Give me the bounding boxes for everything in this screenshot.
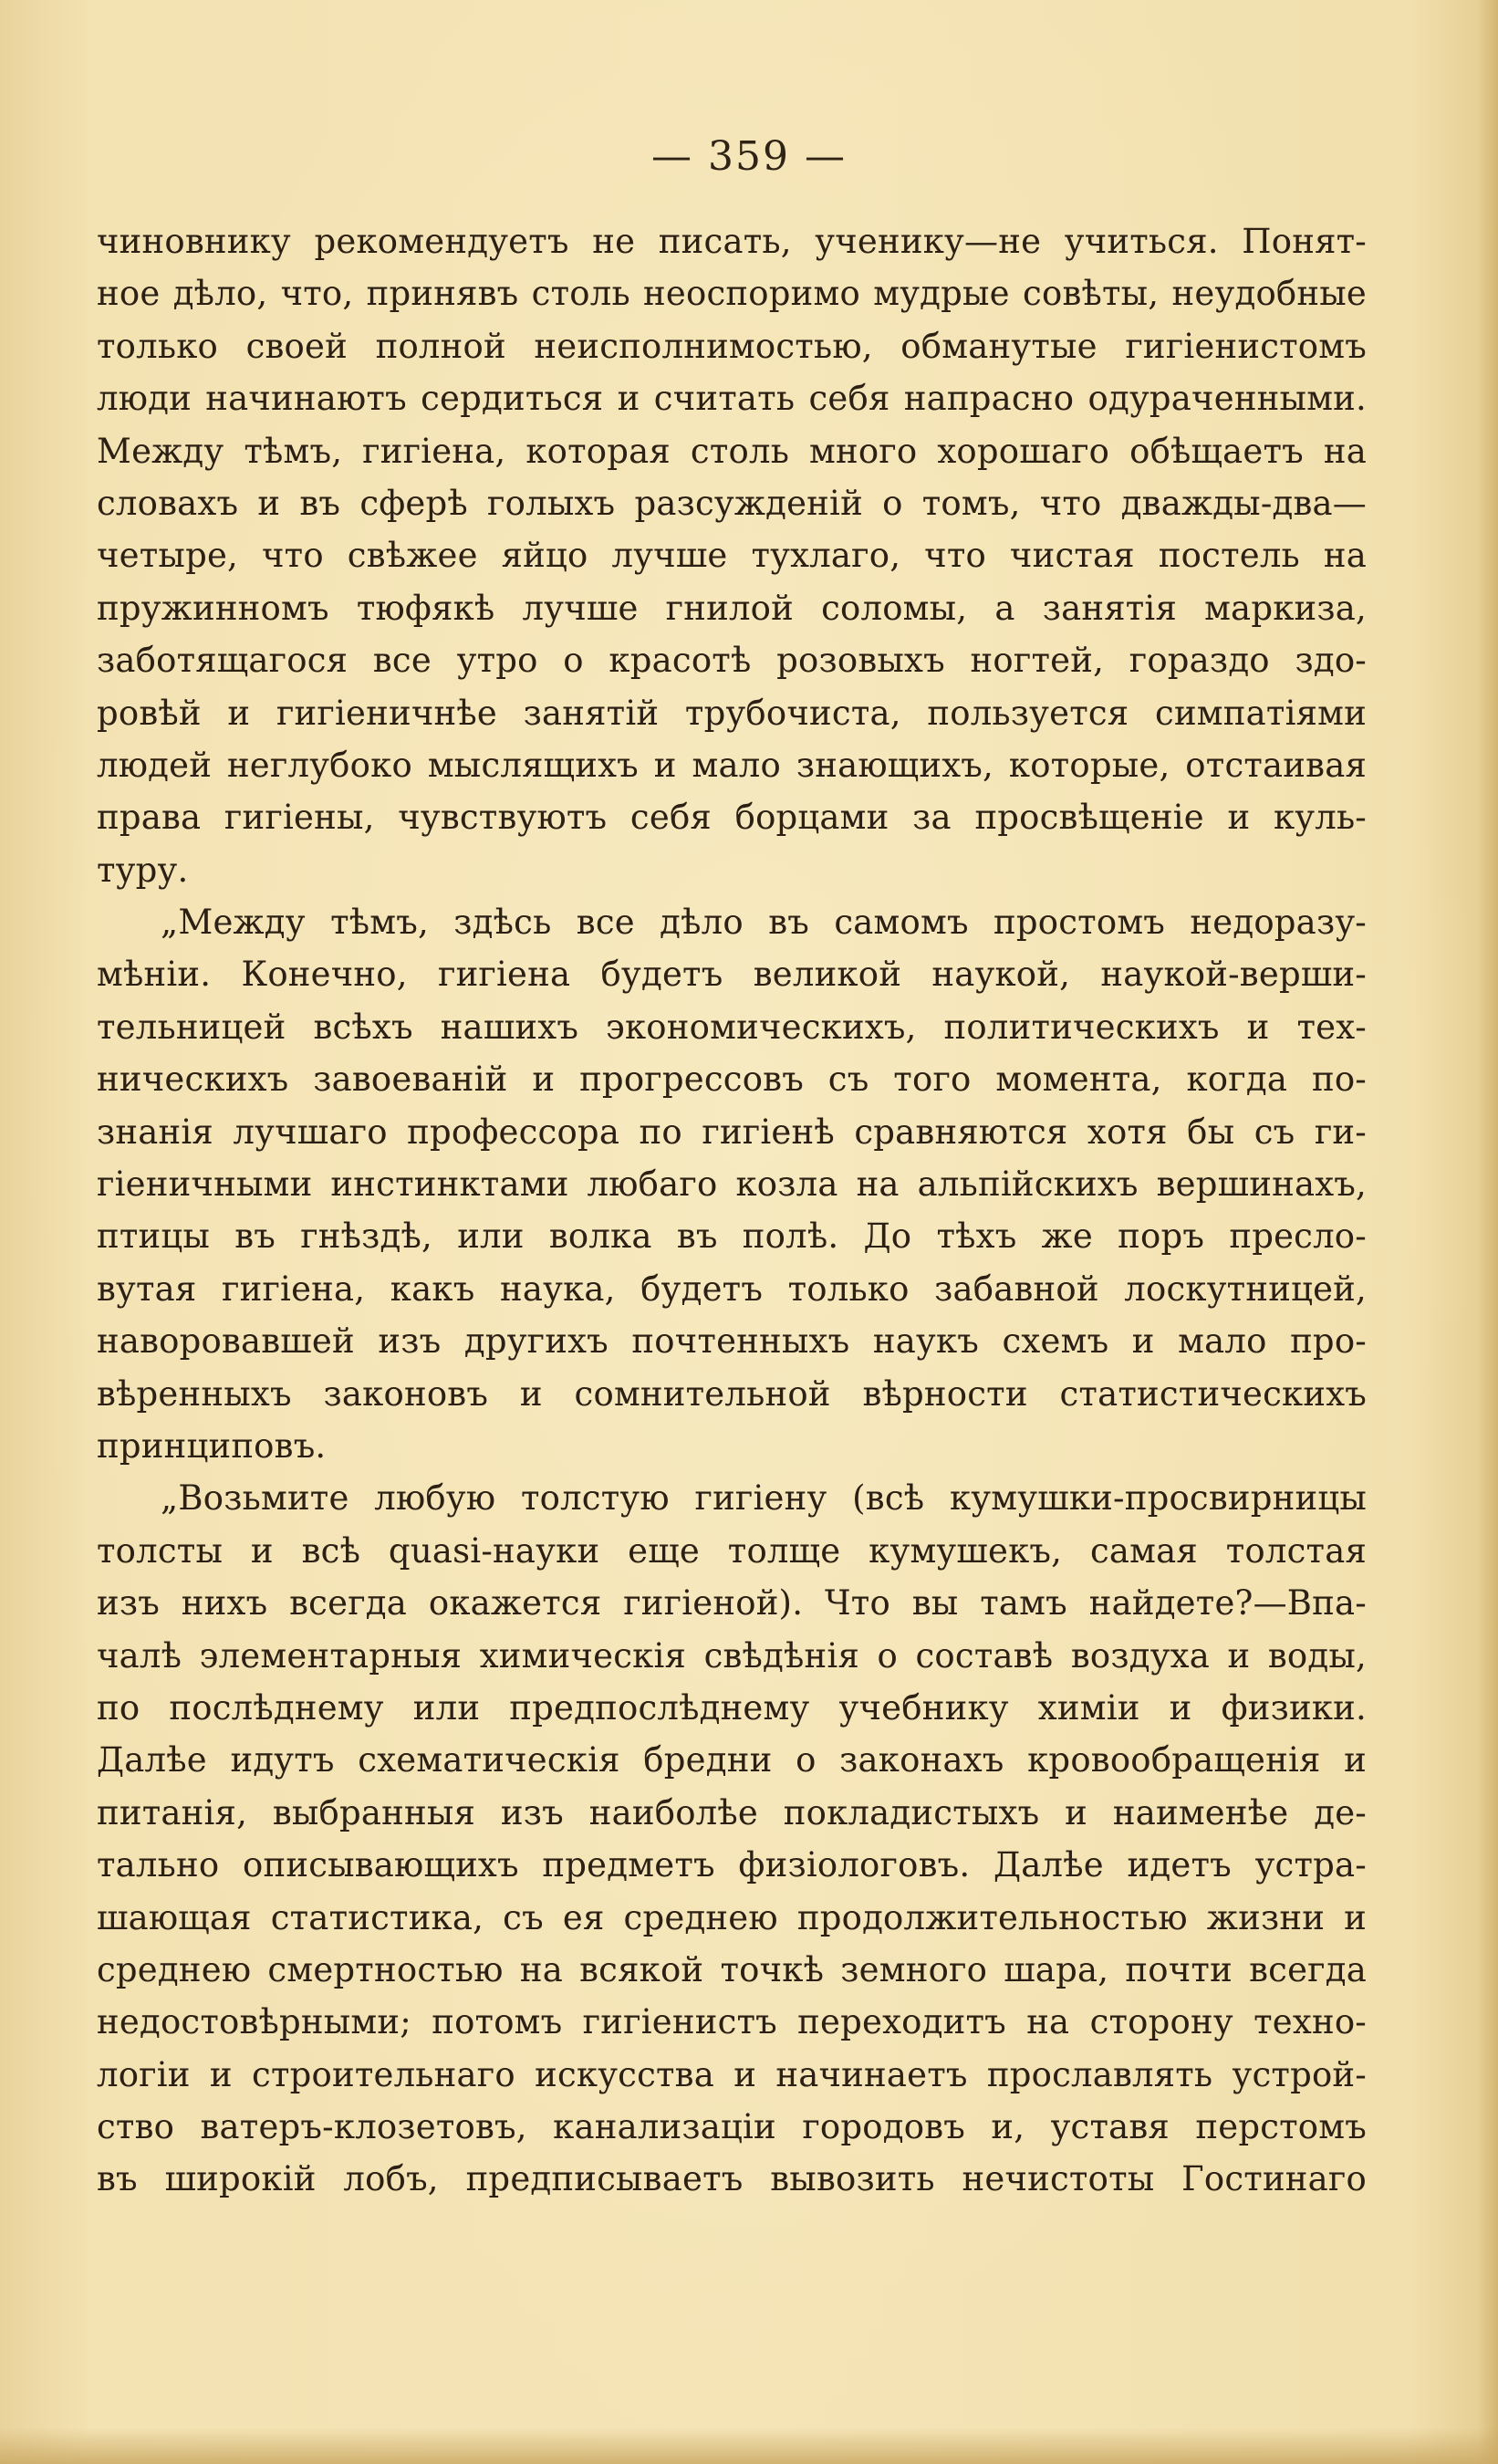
text-line: людей неглубоко мыслящихъ и мало знающихъ, которые, отстаивая xyxy=(97,745,1367,785)
text-line: ство ватеръ-клозетовъ, канализаціи городовъ и, уставя перстомъ xyxy=(97,2107,1367,2147)
text-line: ное дѣло, что, принявъ столь неоспоримо мудрые совѣты, неудобные xyxy=(97,274,1367,314)
text-line: мѣніи. Конечно, гигіена будетъ великой наукой, наукой-верши- xyxy=(97,955,1367,995)
text-line: „Возьмите любую толстую гигіену (всѣ кумушки-просвирницы xyxy=(161,1478,1367,1519)
text-line: птицы въ гнѣздѣ, или волка въ полѣ. До тѣхъ же поръ пресло- xyxy=(97,1216,1367,1257)
text-line: толсты и всѣ quasi-науки еще толще кумушекъ, самая толстая xyxy=(97,1530,1367,1571)
text-line: шающая статистика, съ ея среднею продолжительностью жизни и xyxy=(97,1897,1367,1937)
text-line: въ широкій лобъ, предписываетъ вывозить нечистоты Гостинаго xyxy=(97,2159,1367,2199)
text-line: знанія лучшаго профессора по гигіенѣ сравняются хотя бы съ ги- xyxy=(97,1112,1367,1152)
text-line: среднею смертностью на всякой точкѣ земного шара, почти всегда xyxy=(97,1949,1367,1989)
text-line: словахъ и въ сферѣ голыхъ разсужденій о томъ, что дважды-два— xyxy=(97,483,1367,523)
text-line: вѣренныхъ законовъ и сомнительной вѣрности статистическихъ xyxy=(97,1373,1367,1414)
text-line: изъ нихъ всегда окажется гигіеной). Что вы тамъ найдете?—Впа- xyxy=(97,1583,1367,1624)
text-line: недостовѣрными; потомъ гигіенистъ переходитъ на сторону техно- xyxy=(97,2002,1367,2042)
text-line: ническихъ завоеваній и прогрессовъ съ того момента, когда по- xyxy=(97,1060,1367,1100)
page-number: — 359 — xyxy=(651,133,847,180)
text-line: гіеничными инстинктами любаго козла на альпійскихъ вершинахъ, xyxy=(97,1164,1367,1205)
text-line: только своей полной неисполнимостью, обманутые гигіенистомъ xyxy=(97,326,1367,366)
text-line: ровѣй и гигіеничнѣе занятій трубочиста, пользуется симпатіями xyxy=(97,693,1367,733)
text-line: тально описывающихъ предметъ физіологовъ. Далѣе идетъ устра- xyxy=(97,1845,1367,1885)
text-line: чиновнику рекомендуетъ не писать, ученику—не учиться. Понят- xyxy=(97,222,1367,261)
text-line: права гигіены, чувствуютъ себя борцами за просвѣщеніе и куль- xyxy=(97,798,1367,838)
text-line: четыре, что свѣжее яйцо лучше тухлаго, что чистая постель на xyxy=(97,536,1367,576)
text-line: вутая гигіена, какъ наука, будетъ только забавной лоскутницей, xyxy=(97,1269,1367,1309)
body-text xyxy=(97,215,1367,2206)
page-edge-shadow-bottom xyxy=(0,2427,1498,2464)
text-line: „Между тѣмъ, здѣсь все дѣло въ самомъ простомъ недоразу- xyxy=(161,903,1367,943)
text-line: Между тѣмъ, гигіена, которая столь много хорошаго обѣщаетъ на xyxy=(97,431,1367,471)
text-line: чалѣ элементарныя химическія свѣдѣнія о составѣ воздуха и воды, xyxy=(97,1635,1367,1676)
text-line: люди начинаютъ сердиться и считать себя напрасно одураченными. xyxy=(97,379,1367,419)
text-line: принциповъ. xyxy=(97,1425,327,1466)
text-line: туру. xyxy=(97,850,189,890)
text-line: пружинномъ тюфякѣ лучше гнилой соломы, а занятія маркиза, xyxy=(97,588,1367,628)
text-line: тельницей всѣхъ нашихъ экономическихъ, политическихъ и тех- xyxy=(97,1007,1367,1047)
text-line: питанія, выбранныя изъ наиболѣе покладистыхъ и наименѣе де- xyxy=(97,1792,1367,1832)
text-line: по послѣднему или предпослѣднему учебнику химіи и физики. xyxy=(97,1687,1367,1728)
page-edge-shadow-right xyxy=(1478,0,1498,2464)
text-line: Далѣе идутъ схематическія бредни о законахъ кровообращенія и xyxy=(97,1740,1367,1780)
text-line: заботящагося все утро о красотѣ розовыхъ ногтей, гораздо здо- xyxy=(97,641,1367,681)
text-line: наворовавшей изъ другихъ почтенныхъ наукъ схемъ и мало про- xyxy=(97,1321,1367,1362)
text-line: логіи и строительнаго искусства и начинаетъ прославлять устрой- xyxy=(97,2054,1367,2094)
